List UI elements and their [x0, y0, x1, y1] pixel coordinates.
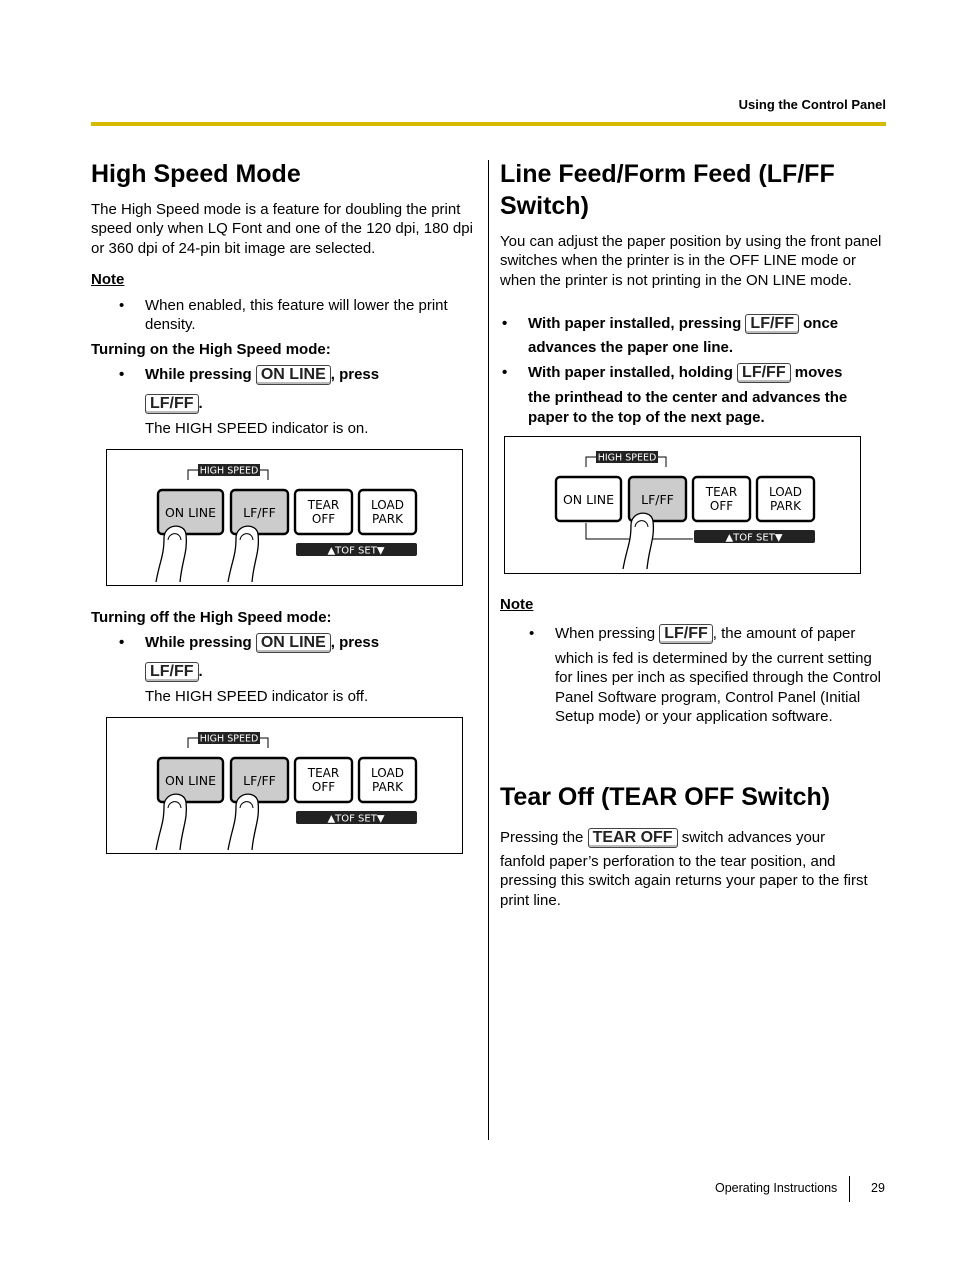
high-speed-label: HIGH SPEED: [597, 452, 657, 464]
lfff-key: LF/FF: [145, 662, 199, 682]
lfff-bullet-press-cont: advances the paper one line.: [528, 339, 734, 356]
lfff-note-cont: which is fed is determined by the current setting for lines per inch as specified through the Control Panel Software program, Control Panel (Initial Setup mode) or your application software.: [555, 650, 882, 725]
lfff-title: Line Feed/Form Feed (LF/FF Switch): [500, 160, 835, 220]
turn-on-step-key: LF/FF .: [145, 394, 203, 414]
lfff-bullet-hold: • With paper installed, holding LF/FF moves: [502, 364, 843, 381]
lfff-button-label: LF/FF: [641, 492, 674, 507]
tof-set-label: ▲TOF SET▼: [725, 532, 783, 544]
column-divider: [488, 160, 489, 1140]
turn-off-heading: Turning off the High Speed mode:: [91, 609, 332, 626]
note-label: Note: [500, 596, 534, 613]
turn-on-heading: Turning on the High Speed mode:: [91, 341, 331, 358]
page-number: 29: [871, 1181, 885, 1195]
high-speed-label: HIGH SPEED: [199, 733, 259, 745]
footer-separator: [849, 1176, 850, 1202]
turn-on-result: The HIGH SPEED indicator is on.: [145, 420, 369, 437]
note-item: • When enabled, this feature will lower the print density.: [119, 297, 448, 334]
online-key: ON LINE: [256, 365, 331, 385]
tear-off-button-label: OFF: [709, 499, 734, 513]
tear-off-button-label: TEAR: [705, 485, 738, 499]
running-header: Using the Control Panel: [738, 97, 886, 112]
online-button-label: ON LINE: [562, 492, 615, 507]
panel-diagram-lfff: [504, 436, 861, 574]
panel-diagram-on: [106, 449, 463, 586]
online-button-label: ON LINE: [164, 505, 217, 520]
control-panel-svg: [107, 718, 462, 853]
lfff-intro: You can adjust the paper position by using the front panel switches when the printer is in the OFF LINE mode or when the printer is not printing in the ON LINE mode.: [500, 233, 882, 289]
control-panel-svg: [107, 450, 462, 585]
lfff-bullet-hold-cont: the printhead to the center and advances the paper to the top of the next page.: [528, 389, 848, 426]
turn-off-step: • While pressing ON LINE , press: [119, 634, 380, 651]
turn-off-step-key: LF/FF .: [145, 662, 203, 682]
control-panel-svg: [505, 437, 860, 573]
tear-off-button-label: OFF: [311, 780, 336, 794]
turn-off-result: The HIGH SPEED indicator is off.: [145, 688, 369, 705]
lfff-key: LF/FF: [145, 394, 199, 414]
lfff-key: LF/FF: [659, 624, 713, 644]
load-park-button-label: PARK: [372, 512, 403, 526]
panel-diagram-off: [106, 717, 463, 854]
note-label: Note: [91, 271, 125, 288]
footer-doc-title: Operating Instructions: [715, 1181, 838, 1195]
tear-off-button-label: TEAR: [307, 498, 340, 512]
tear-off-line1: Pressing the TEAR OFF switch advances your: [500, 829, 826, 846]
high-speed-title: High Speed Mode: [91, 160, 301, 188]
high-speed-intro: The High Speed mode is a feature for doubling the print speed only when LQ Font and one of the 120 dpi, 180 dpi or 360 dpi of 24-pin bit image are selected.: [91, 201, 473, 257]
header-rule: [91, 122, 886, 126]
load-park-button-label: LOAD: [769, 485, 802, 499]
tear-off-text: fanfold paper’s perforation to the tear position, and pressing this switch again returns your paper to the first print line.: [500, 853, 868, 909]
online-button-label: ON LINE: [164, 773, 217, 788]
tear-off-key: TEAR OFF: [588, 828, 678, 848]
lfff-key: LF/FF: [737, 363, 791, 383]
lfff-bullet-press: • With paper installed, pressing LF/FF once: [502, 315, 839, 332]
tof-set-label: ▲TOF SET▼: [327, 813, 385, 825]
tear-off-button-label: OFF: [311, 512, 336, 526]
tof-set-label: ▲TOF SET▼: [327, 545, 385, 557]
load-park-button-label: PARK: [770, 499, 801, 513]
load-park-button-label: LOAD: [371, 766, 404, 780]
lfff-key: LF/FF: [745, 314, 799, 334]
tear-off-title: Tear Off (TEAR OFF Switch): [500, 783, 831, 811]
lfff-note-item: • When pressing LF/FF , the amount of paper: [529, 625, 856, 642]
turn-on-step: • While pressing ON LINE , press: [119, 366, 380, 383]
online-key: ON LINE: [256, 633, 331, 653]
lfff-button-label: LF/FF: [243, 505, 276, 520]
lfff-button-label: LF/FF: [243, 773, 276, 788]
tear-off-button-label: TEAR: [307, 766, 340, 780]
load-park-button-label: LOAD: [371, 498, 404, 512]
high-speed-label: HIGH SPEED: [199, 465, 259, 477]
load-park-button-label: PARK: [372, 780, 403, 794]
